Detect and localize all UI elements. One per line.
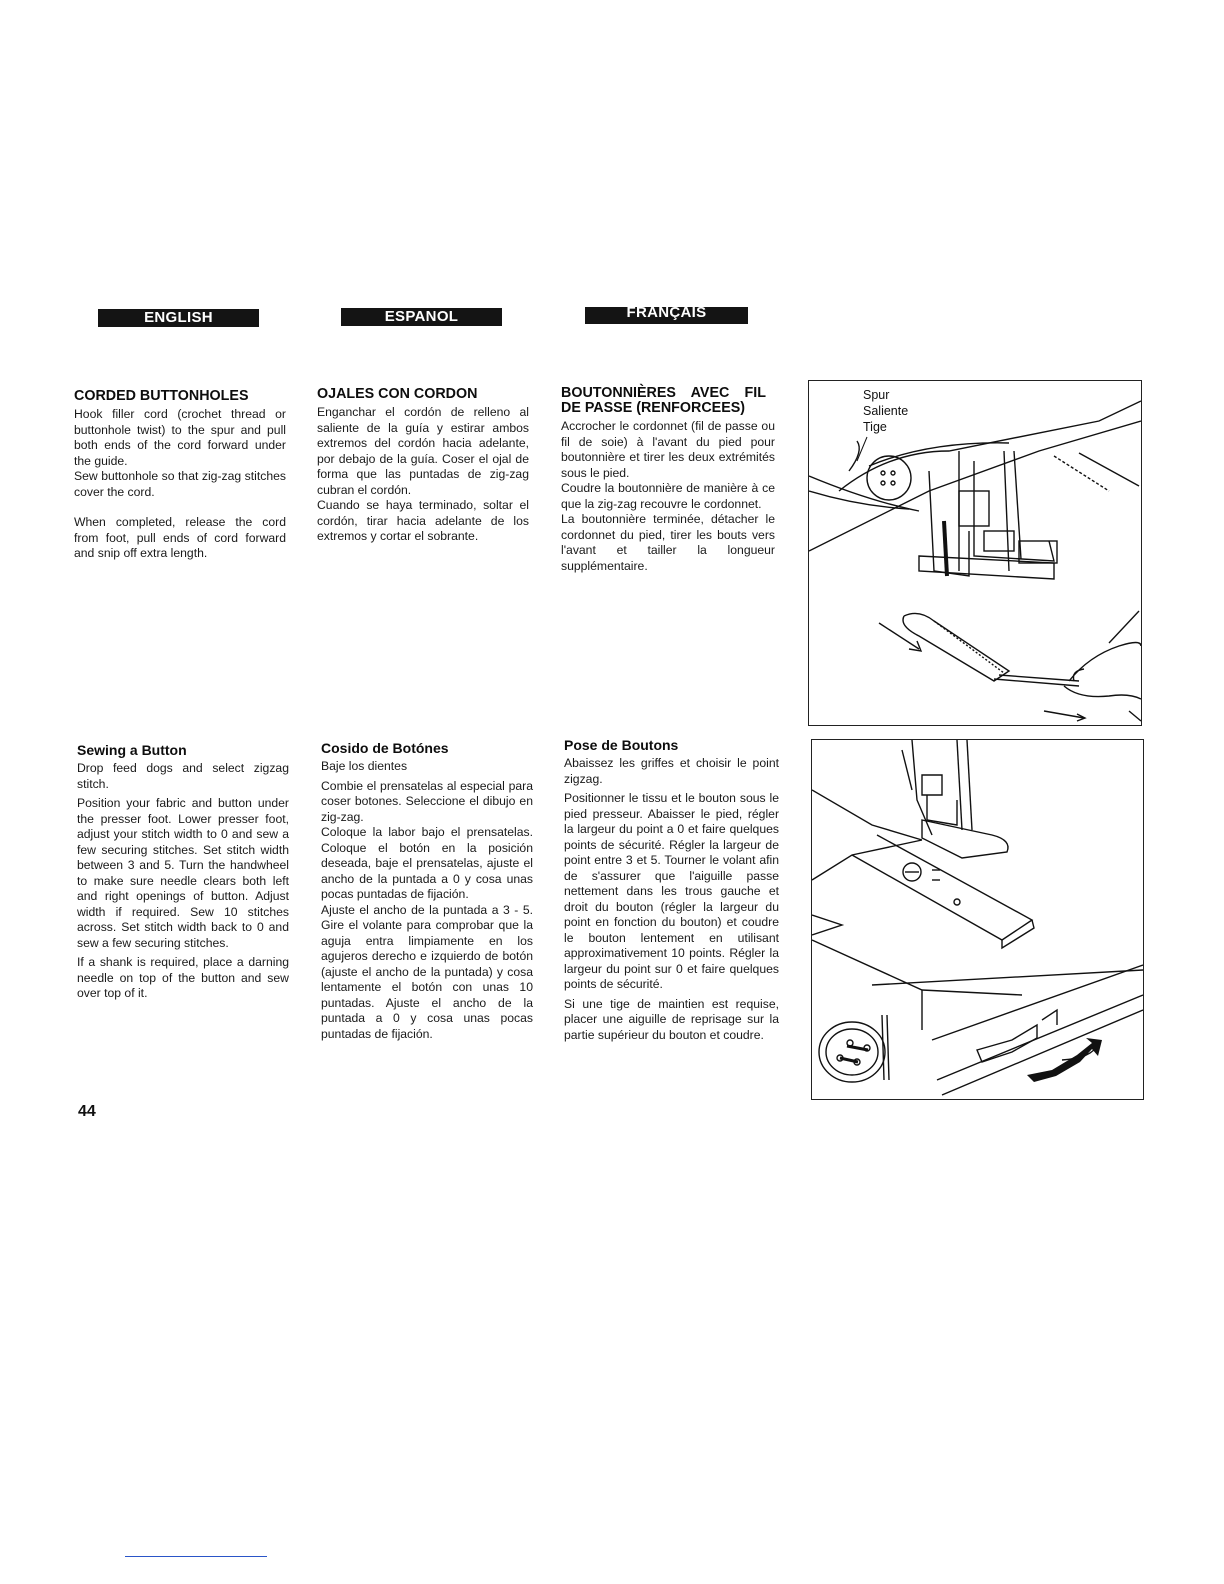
language-bar-francais: FRANÇAIS [585, 307, 748, 324]
presser-foot-cord-drawing [809, 381, 1141, 725]
paragraph: Positionner le tissu et le bouton sous le pied presseur. Abaisser le pied, régler la largeur du point a 0 et faire quelques points de sécurité. Régler la largeur de point entre 3 et 5. Tourner le volant afin de s'assurer que l'aiguille passe nettement dans les trous gauche et droit du bouton (régler la largeur du point en fonction du bouton) et coudre le bouton lentement en utilisant approximativement 10 points. Régler la largeur du point sur 0 et faire quelques points de sécurité. [564, 791, 779, 991]
sewing-button-illustration [811, 739, 1144, 1100]
footer-rule [125, 1556, 267, 1557]
paragraph: Abaissez les griffes et choisir le point zigzag. [564, 756, 779, 786]
corded-buttonholes-spanish [317, 387, 529, 545]
paragraph: If a shank is required, place a darning needle on top of the button and sew over top of it. [77, 955, 289, 1000]
label-saliente: Saliente [863, 404, 909, 418]
paragraph: Position your fabric and button under the presser foot. Lower presser foot, adjust your stitch width to 0 and sew a few securing stitches. Set stitch width between 3 and 5. Turn the handwheel to make sure needle clears both left and right openings of button. Adjust width if required. Sew 10 stitches across. Set stitch width back to 0 and sew a few securing stitches. [77, 796, 289, 950]
section-title: Pose de Boutons [564, 737, 679, 753]
corded-buttonholes-french [561, 386, 775, 574]
paragraph: Accrocher le cordonnet (fil de passe ou fil de soie) à l'avant du pied pour boutonnière et tirer les deux extrémités sous le pied. [561, 419, 775, 480]
page-number: 44 [78, 1103, 96, 1120]
paragraph: Coudre la boutonnière de manière à ce que la zig-zag recouvre le cordonnet. [561, 481, 775, 511]
section-title: OJALES CON CORDON [317, 386, 478, 402]
section-title: CORDED BUTTONHOLES [74, 388, 249, 404]
sewing-button-english [77, 742, 289, 1002]
button-sewing-drawing [812, 740, 1143, 1099]
section-title: Sewing a Button [77, 742, 187, 758]
paragraph: Combie el prensatelas al especial para coser botones. Seleccione el dibujo en zig-zag. [321, 778, 533, 824]
section-title: BOUTONNIÈRES AVEC FIL DE PASSE (RENFORCEES) [561, 385, 766, 416]
paragraph: Drop feed dogs and select zigzag stitch. [77, 761, 289, 791]
section-title: Cosido de Botónes [321, 740, 449, 756]
sewing-button-spanish [321, 740, 533, 1042]
label-spur: Spur [863, 388, 890, 402]
language-bar-espanol: ESPANOL [341, 308, 502, 326]
language-bar-english: ENGLISH [98, 309, 259, 327]
corded-buttonhole-illustration [808, 380, 1142, 726]
paragraph: Sew buttonhole so that zig-zag stitches cover the cord. [74, 469, 286, 499]
label-tige: Tige [863, 420, 887, 434]
paragraph: When completed, release the cord from foot, pull ends of cord forward and snip off extra length. [74, 515, 286, 560]
corded-buttonholes-english [74, 389, 286, 562]
paragraph: Enganchar el cordón de relleno al saliente de la guía y estirar ambos extremos del cordón hacia adelante, por debajo de la guía. Coser el ojal de forma que las puntadas de zig-zag cubran el cordón. [317, 405, 529, 497]
paragraph: Cuando se haya terminado, soltar el cordón, tirar hacia adelante de los extremos y cortar el sobrante. [317, 498, 529, 543]
paragraph: La boutonnière terminée, détacher le cordonnet du pied, tirer les bouts vers l'avant et tailler la longueur supplémentaire. [561, 512, 775, 573]
paragraph: Hook filler cord (crochet thread or buttonhole twist) to the spur and pull both ends of the cord forward under the guide. [74, 407, 286, 468]
sewing-button-french [564, 737, 779, 1043]
paragraph: Coloque la labor bajo el prensatelas. Coloque el botón en la posición deseada, baje el prensatelas, ajuste el ancho de la puntada a 0 y cosa unas pocas puntadas de fijación. [321, 825, 533, 901]
paragraph: Si une tige de maintien est requise, placer une aiguille de reprisage sur la partie supérieur du bouton et coudre. [564, 996, 779, 1042]
paragraph: Ajuste el ancho de la puntada a 3 - 5. Gire el volante para comprobar que la aguja entra limpiamente en los agujeros derecho e izquierdo de botón (ajuste el ancho de la puntada) y cosa lentamente el botón con unas 10 puntadas. Ajuste el ancho de la puntada a 0 y cosa unas pocas puntadas de fijación. [321, 902, 533, 1041]
paragraph: Baje los dientes [321, 759, 408, 773]
